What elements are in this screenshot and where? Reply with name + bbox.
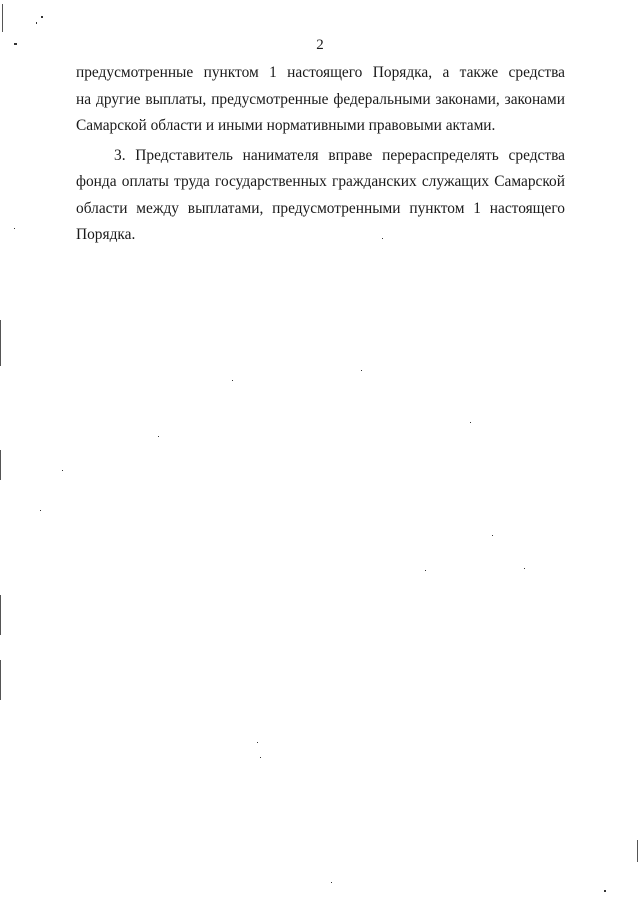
scan-speck — [36, 22, 37, 24]
scan-edge-mark — [637, 840, 638, 862]
scan-speck — [382, 238, 383, 239]
scan-edge-mark — [0, 660, 1, 700]
paragraph-line: Самарской области и иными нормативными правовыми актами. — [76, 117, 496, 134]
scan-speck — [41, 16, 43, 18]
paragraph-continuation — [76, 60, 565, 140]
scan-speck — [232, 380, 233, 381]
paragraph-line: предусмотренные пунктом 1 настоящего Порядка, а также средства — [76, 64, 565, 81]
scan-edge-mark — [0, 450, 1, 480]
scan-speck — [492, 535, 493, 536]
paragraph-line: Порядка. — [76, 226, 136, 243]
scan-speck — [14, 43, 17, 45]
scan-speck — [425, 570, 426, 571]
scan-edge-mark — [0, 595, 1, 635]
paragraph-line: фонда оплаты труда государственных гражданских служащих Самарской — [76, 173, 565, 190]
paragraph-line: на другие выплаты, предусмотренные федеральными законами, законами — [76, 90, 565, 108]
scan-speck — [331, 882, 332, 883]
paragraph-line: области между выплатами, предусмотренными пунктом 1 настоящего — [76, 199, 565, 217]
scan-speck — [470, 422, 471, 423]
page-number: 2 — [316, 37, 324, 53]
scan-speck — [257, 742, 258, 743]
scan-edge-mark — [0, 320, 1, 366]
scan-speck — [14, 228, 15, 229]
scan-speck — [604, 890, 606, 892]
paragraph-line: 3. Представитель нанимателя вправе перераспределять средства — [114, 146, 565, 164]
scan-speck — [62, 470, 63, 471]
scan-speck — [524, 568, 525, 569]
scan-speck — [158, 436, 159, 437]
scan-speck — [40, 510, 41, 511]
paragraph-item-3 — [76, 143, 565, 249]
scan-speck — [361, 370, 362, 371]
scan-speck — [260, 757, 261, 758]
scan-edge-mark — [2, 4, 3, 32]
body-text — [76, 60, 565, 249]
